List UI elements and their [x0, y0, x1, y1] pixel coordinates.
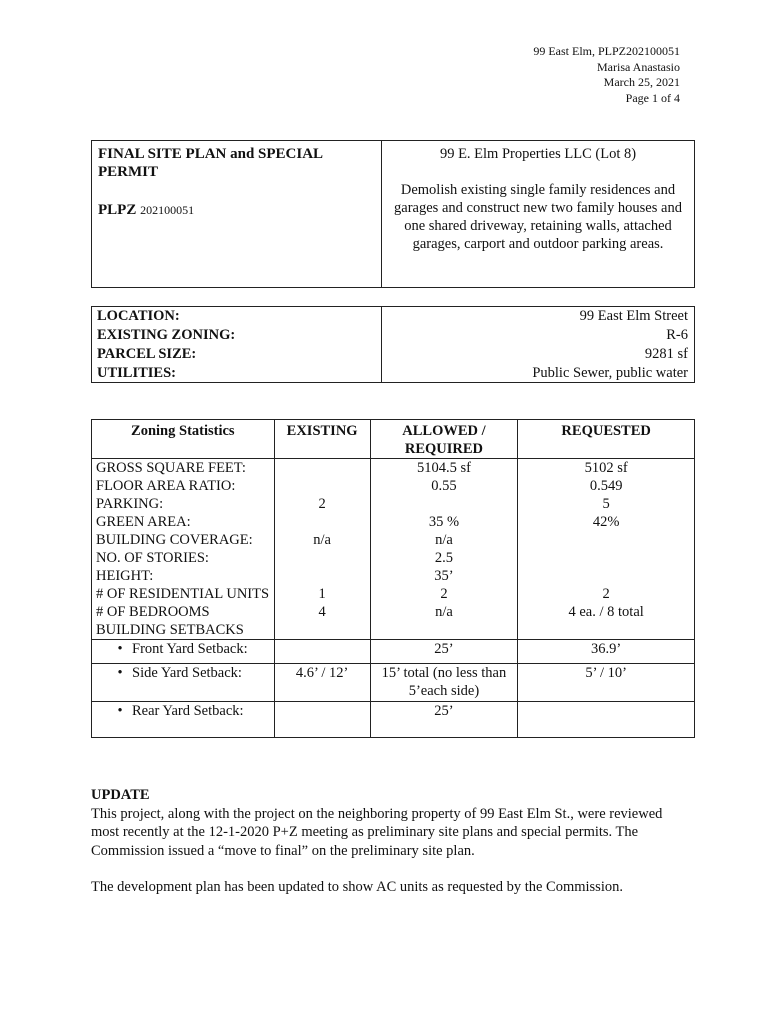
- utilities-value: Public Sewer, public water: [532, 365, 688, 381]
- location-value: 99 East Elm Street: [579, 308, 688, 324]
- existing-value: [274, 477, 370, 495]
- row-label: GROSS SQUARE FEET:: [92, 459, 275, 478]
- table-row: [92, 549, 695, 567]
- row-label-cell: [92, 702, 275, 738]
- row-label: NO. OF STORIES:: [92, 549, 275, 567]
- table-row: [92, 585, 695, 603]
- existing-value: [274, 549, 370, 567]
- requested-value: 2: [518, 585, 695, 603]
- requested-value: [518, 702, 695, 738]
- plpz-label: PLPZ: [98, 202, 137, 218]
- row-label: Rear Yard Setback:: [132, 703, 244, 719]
- existing-value: 4: [274, 603, 370, 621]
- project-description: Demolish existing single family residences and garages and construct new two family houses and one shared driveway, retaining walls, attached garages, carport and outdoor parking areas.: [394, 182, 682, 252]
- existing-value: [274, 513, 370, 531]
- allowed-value: [370, 495, 518, 513]
- table-header-row: [92, 420, 695, 459]
- row-label: # OF RESIDENTIAL UNITS: [92, 585, 275, 603]
- project-title: FINAL SITE PLAN and SPECIAL PERMIT: [98, 146, 323, 180]
- utilities-row: [92, 364, 694, 383]
- requested-value: 4 ea. / 8 total: [518, 603, 695, 621]
- header-author: Marisa Anastasio: [597, 59, 680, 74]
- requested-value: 36.9’: [518, 640, 695, 664]
- zoning-statistics-table: [91, 419, 695, 738]
- allowed-value: 25’: [370, 640, 518, 664]
- row-label: # OF BEDROOMS: [92, 603, 275, 621]
- existing-value: [274, 621, 370, 640]
- table-row: [92, 603, 695, 621]
- update-paragraph: This project, along with the project on the neighboring property of 99 East Elm St., were reviewed most recently at the 12-1-2020 P+Z meeting as preliminary site plans and special permits. The Commission issued a “move to final” on the preliminary site plan.: [91, 805, 663, 859]
- update-section: [91, 786, 681, 897]
- table-row: [92, 664, 695, 702]
- requested-value: 5: [518, 495, 695, 513]
- allowed-value: n/a: [370, 603, 518, 621]
- existing-value: 1: [274, 585, 370, 603]
- allowed-value: 2.5: [370, 549, 518, 567]
- allowed-value: n/a: [370, 531, 518, 549]
- row-label: Front Yard Setback:: [132, 641, 248, 657]
- requested-value: [518, 549, 695, 567]
- requested-value: 42%: [518, 513, 695, 531]
- location-label: LOCATION:: [92, 307, 382, 326]
- table-row: [92, 477, 695, 495]
- allowed-value: 2: [370, 585, 518, 603]
- existing-value: 2: [274, 495, 370, 513]
- table-row: [92, 513, 695, 531]
- table-row: [92, 567, 695, 585]
- row-label: BUILDING SETBACKS: [92, 621, 275, 640]
- plpz-line: [98, 202, 375, 219]
- allowed-value: 35’: [370, 567, 518, 585]
- requested-value: [518, 621, 695, 640]
- allowed-value: 0.55: [370, 477, 518, 495]
- row-label: HEIGHT:: [92, 567, 275, 585]
- allowed-value: 15’ total (no less than 5’each side): [370, 664, 518, 702]
- update-paragraph: The development plan has been updated to show AC units as requested by the Commission.: [91, 879, 623, 895]
- header-page-number: Page 1 of 4: [625, 90, 680, 105]
- table-row: [92, 640, 695, 664]
- allowed-value: 5104.5 sf: [370, 459, 518, 478]
- row-label: PARKING:: [92, 495, 275, 513]
- parcel-size-label: PARCEL SIZE:: [92, 345, 382, 364]
- zoning-label: EXISTING ZONING:: [92, 326, 382, 345]
- plpz-number: 202100051: [140, 203, 195, 217]
- requested-value: 5’ / 10’: [518, 664, 695, 702]
- allowed-value: 25’: [370, 702, 518, 738]
- requested-value: 5102 sf: [518, 459, 695, 478]
- requested-value: [518, 531, 695, 549]
- table-row: [92, 459, 695, 478]
- project-title-cell: [92, 141, 382, 287]
- row-label-cell: [92, 640, 275, 664]
- existing-value: [274, 567, 370, 585]
- existing-value: [274, 640, 370, 664]
- header-date: March 25, 2021: [603, 75, 680, 89]
- location-row: [92, 307, 694, 326]
- location-box: [91, 306, 695, 383]
- utilities-label: UTILITIES:: [92, 364, 382, 383]
- bullet-icon: •: [117, 665, 123, 681]
- requested-value: 0.549: [518, 477, 695, 495]
- zoning-row: [92, 326, 694, 345]
- parcel-size-row: [92, 345, 694, 364]
- table-row: [92, 702, 695, 738]
- existing-value: n/a: [274, 531, 370, 549]
- allowed-value: 35 %: [370, 513, 518, 531]
- existing-value: [274, 702, 370, 738]
- table-row: [92, 495, 695, 513]
- row-label: BUILDING COVERAGE:: [92, 531, 275, 549]
- update-heading: UPDATE: [91, 787, 150, 803]
- table-row: [92, 531, 695, 549]
- row-label: FLOOR AREA RATIO:: [92, 477, 275, 495]
- requested-value: [518, 567, 695, 585]
- header-address: 99 East Elm, PLPZ202100051: [533, 44, 680, 58]
- row-label: Side Yard Setback:: [132, 665, 242, 681]
- column-header: ALLOWED / REQUIRED: [370, 420, 518, 459]
- table-row: [92, 621, 695, 640]
- row-label: GREEN AREA:: [92, 513, 275, 531]
- project-detail-cell: [382, 141, 694, 287]
- existing-value: 4.6’ / 12’: [274, 664, 370, 702]
- column-header: Zoning Statistics: [92, 420, 275, 459]
- existing-value: [274, 459, 370, 478]
- row-label-cell: [92, 664, 275, 702]
- bullet-icon: •: [117, 641, 123, 657]
- bullet-icon: •: [117, 703, 123, 719]
- column-header: EXISTING: [274, 420, 370, 459]
- project-summary-box: [91, 140, 695, 288]
- page-header: [533, 44, 680, 106]
- project-owner: 99 E. Elm Properties LLC (Lot 8): [439, 146, 637, 162]
- zoning-value: R-6: [666, 327, 688, 343]
- column-header: REQUESTED: [518, 420, 695, 459]
- allowed-value: [370, 621, 518, 640]
- parcel-size-value: 9281 sf: [644, 346, 688, 362]
